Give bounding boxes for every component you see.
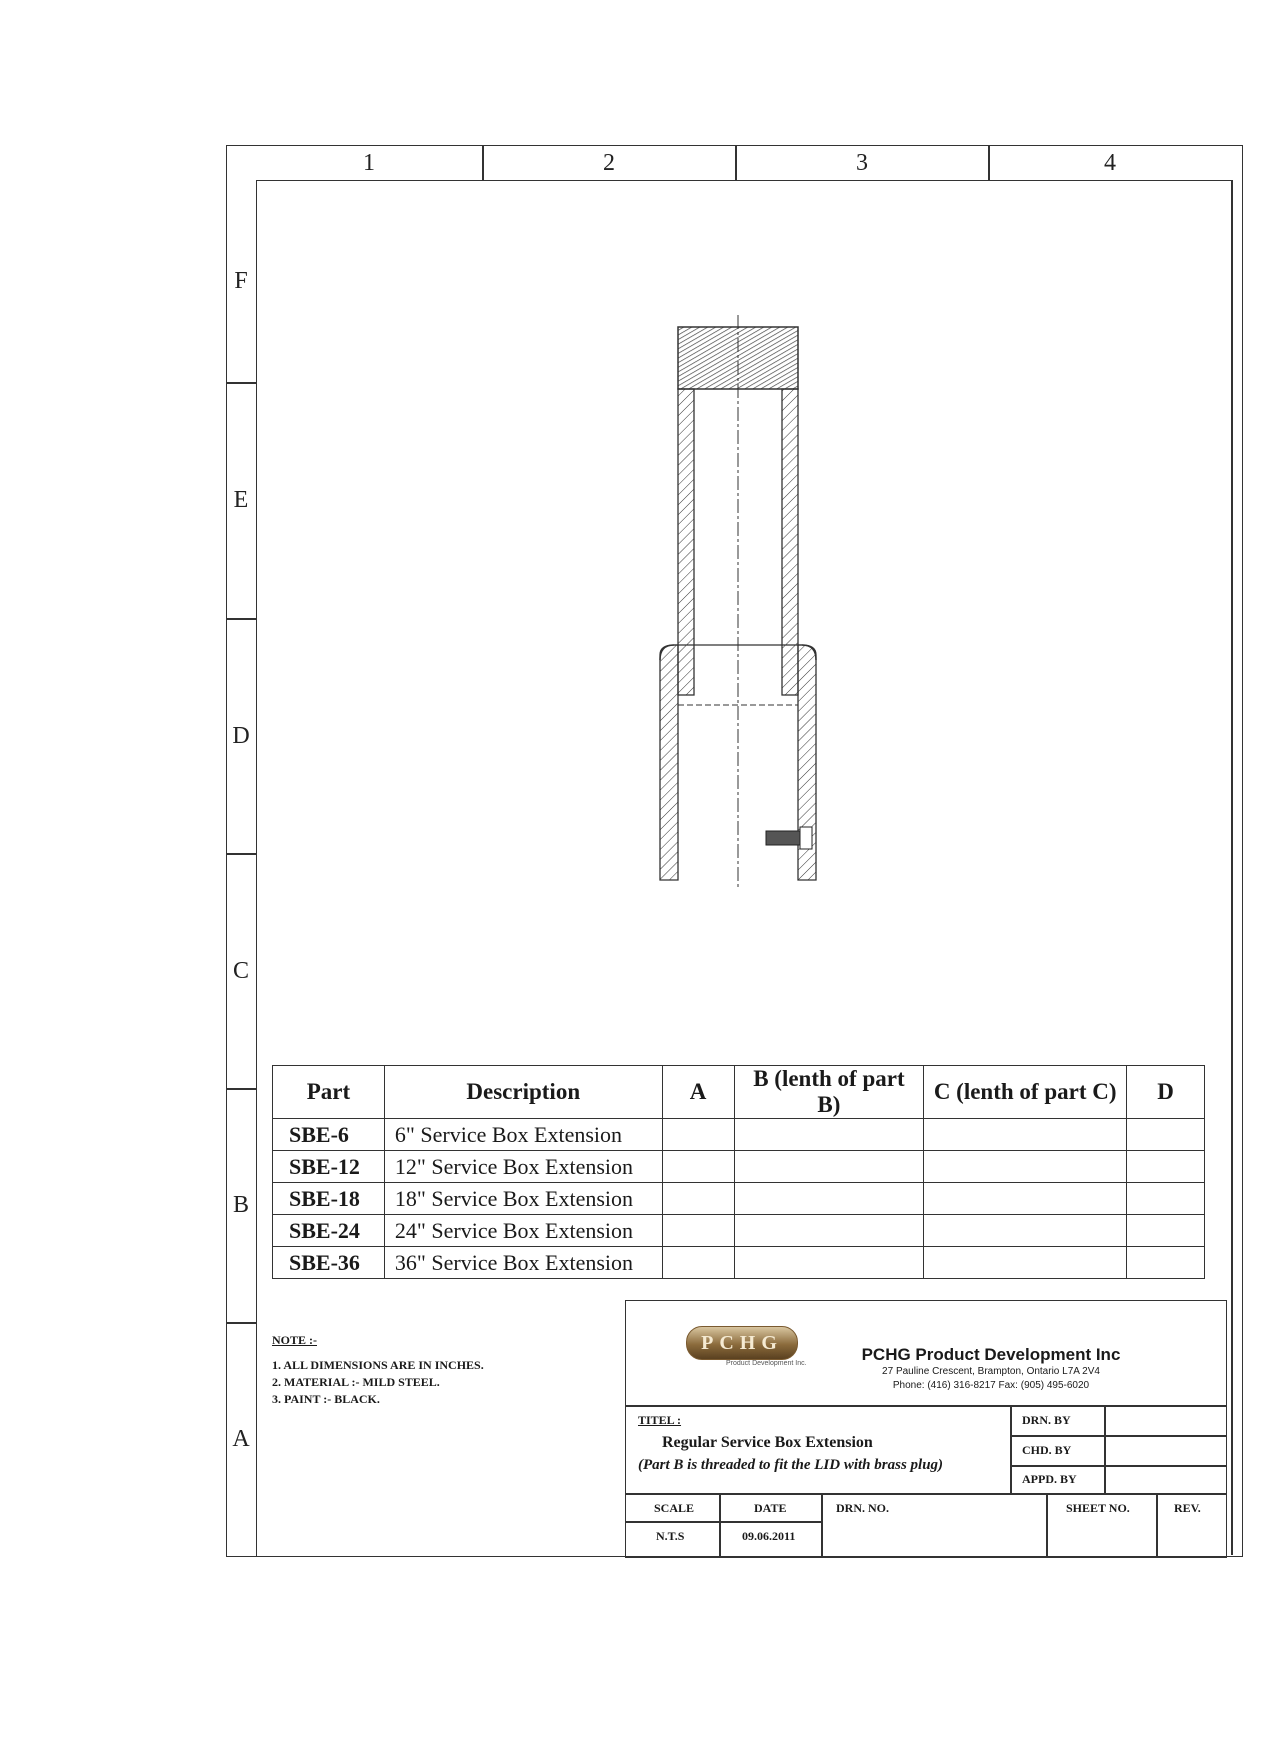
- note-item: 2. MATERIAL :- MILD STEEL.: [272, 1375, 440, 1389]
- zone-col-3: 3: [856, 150, 868, 176]
- upper-tube-left-wall: [678, 389, 694, 695]
- cell-c: [924, 1215, 1127, 1247]
- scale-value: N.T.S: [656, 1529, 685, 1543]
- service-box-extension-drawing: [640, 315, 840, 895]
- cell-a: [662, 1215, 734, 1247]
- zone-col-1: 1: [363, 150, 375, 176]
- part-description: 12" Service Box Extension: [384, 1151, 662, 1183]
- date-label: DATE: [754, 1501, 787, 1515]
- company-name: PCHG Product Development Inc: [861, 1345, 1121, 1364]
- cell-c: [924, 1247, 1127, 1279]
- cell-d: [1127, 1119, 1205, 1151]
- drn-by-label: DRN. BY: [1022, 1413, 1071, 1427]
- company-phone: Phone: (416) 316-8217 Fax: (905) 495-6020: [892, 1380, 1090, 1391]
- set-screw: [766, 831, 800, 845]
- part-number: SBE-12: [273, 1151, 385, 1183]
- drn-no-label: DRN. NO.: [836, 1501, 889, 1515]
- sheet-no-label: SHEET NO.: [1066, 1501, 1130, 1515]
- zone-row-f: F: [234, 267, 248, 294]
- part-number: SBE-24: [273, 1215, 385, 1247]
- part-description: 24" Service Box Extension: [384, 1215, 662, 1247]
- note-item: 1. ALL DIMENSIONS ARE IN INCHES.: [272, 1358, 484, 1372]
- part-description: 18" Service Box Extension: [384, 1183, 662, 1215]
- col-header-d: D: [1127, 1066, 1205, 1119]
- cell-d: [1127, 1247, 1205, 1279]
- cell-b: [734, 1119, 924, 1151]
- col-header-description: Description: [384, 1066, 662, 1119]
- part-number: SBE-36: [273, 1247, 385, 1279]
- inner-frame-right: [1231, 180, 1233, 1555]
- zone-col-2: 2: [603, 150, 615, 176]
- col-header-c: C (lenth of part C): [924, 1066, 1127, 1119]
- zone-row-a: A: [232, 1425, 250, 1452]
- drawing-title: Regular Service Box Extension: [662, 1434, 873, 1451]
- part-description: 6" Service Box Extension: [384, 1119, 662, 1151]
- appd-by-label: APPD. BY: [1022, 1472, 1077, 1486]
- chd-by-label: CHD. BY: [1022, 1443, 1072, 1457]
- logo-subtitle: Product Development Inc.: [726, 1360, 807, 1367]
- notes-block: [272, 1332, 484, 1408]
- table-row: [273, 1215, 1205, 1247]
- notes-title: NOTE :-: [272, 1333, 317, 1347]
- note-item: 3. PAINT :- BLACK.: [272, 1392, 380, 1406]
- part-number: SBE-18: [273, 1183, 385, 1215]
- parts-table: [272, 1065, 1205, 1279]
- drawing-subtitle: (Part B is threaded to fit the LID with brass plug): [638, 1457, 944, 1473]
- zone-row-b: B: [232, 1192, 249, 1218]
- date-value: 09.06.2011: [742, 1529, 796, 1543]
- zone-row-c: C: [232, 957, 249, 984]
- table-row: [273, 1151, 1205, 1183]
- rev-label: REV.: [1174, 1501, 1201, 1515]
- title-label: TITEL :: [638, 1413, 682, 1427]
- part-number: SBE-6: [273, 1119, 385, 1151]
- cell-b: [734, 1151, 924, 1183]
- upper-tube-right-wall: [782, 389, 798, 695]
- company-info: [826, 1345, 1156, 1393]
- cell-c: [924, 1183, 1127, 1215]
- zone-col-4: 4: [1104, 150, 1116, 176]
- zone-row-d: D: [232, 722, 250, 749]
- table-row: [273, 1247, 1205, 1279]
- col-header-a: A: [662, 1066, 734, 1119]
- cell-b: [734, 1183, 924, 1215]
- cell-a: [662, 1183, 734, 1215]
- table-row: [273, 1183, 1205, 1215]
- part-description: 36" Service Box Extension: [384, 1247, 662, 1279]
- col-header-part: Part: [273, 1066, 385, 1119]
- parts-table-header-row: [273, 1066, 1205, 1119]
- cell-b: [734, 1247, 924, 1279]
- cell-b: [734, 1215, 924, 1247]
- table-row: [273, 1119, 1205, 1151]
- title-block: [625, 1300, 1227, 1558]
- cell-d: [1127, 1215, 1205, 1247]
- cell-a: [662, 1247, 734, 1279]
- cell-c: [924, 1119, 1127, 1151]
- cell-d: [1127, 1151, 1205, 1183]
- scale-label: SCALE: [654, 1501, 695, 1515]
- lower-sleeve-left-wall: [660, 645, 678, 880]
- cell-a: [662, 1151, 734, 1183]
- zone-row-e: E: [233, 487, 249, 513]
- pchg-logo: PCHG: [686, 1326, 798, 1360]
- col-header-b: B (lenth of part B): [734, 1066, 924, 1119]
- cell-c: [924, 1151, 1127, 1183]
- cell-d: [1127, 1183, 1205, 1215]
- company-address: 27 Pauline Crescent, Brampton, Ontario L7A 2V4: [882, 1366, 1100, 1377]
- cell-a: [662, 1119, 734, 1151]
